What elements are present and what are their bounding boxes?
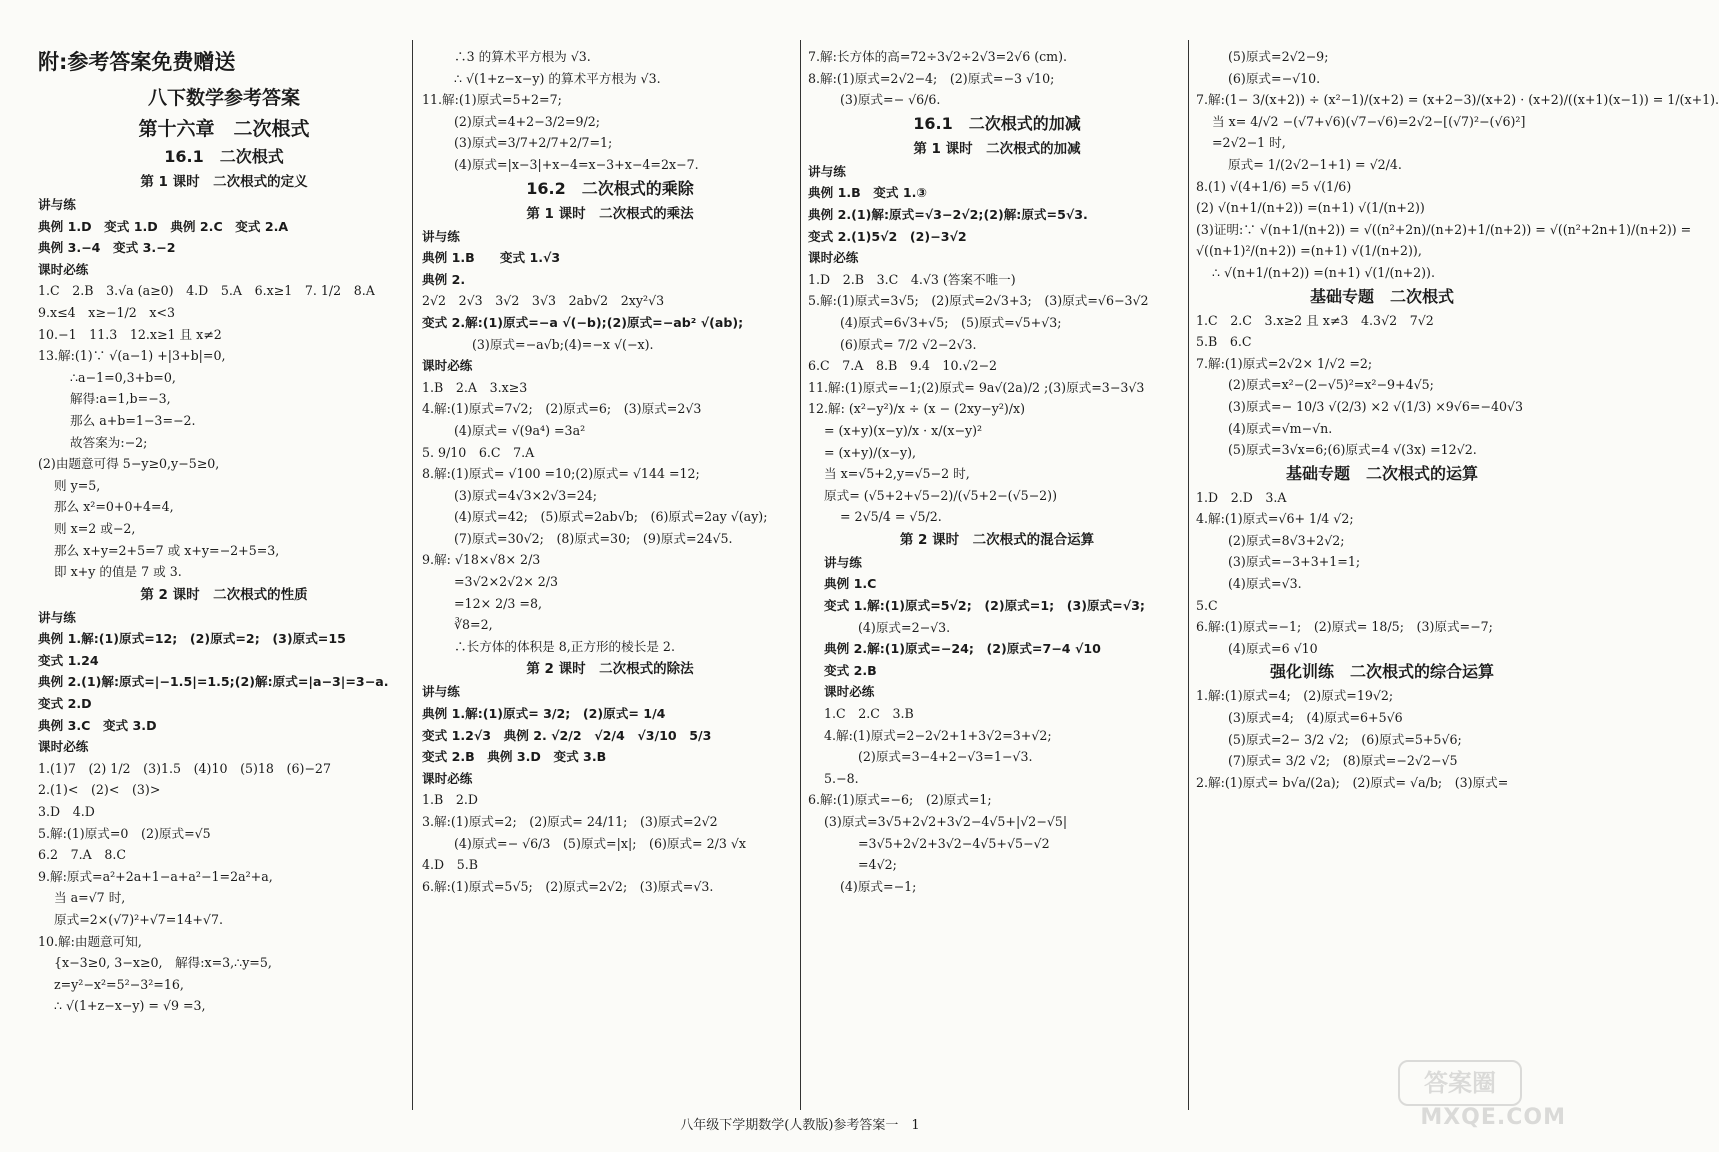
answer-line: (2)原式=3−4+2−√3=1−√3. (858, 749, 1033, 765)
answer-line: 1.D 2.B 3.C 4.√3 (答案不唯一) (808, 271, 1016, 287)
answer-line: 4.解:(1)原式=7√2; (2)原式=6; (3)原式=2√3 (422, 401, 702, 417)
answer-line: (4)原式=√3. (1228, 576, 1302, 592)
answer-line: ∴ √(n+1/(n+2)) =(n+1) √(1/(n+2)). (1212, 264, 1435, 280)
watermark (1376, 1060, 1566, 1130)
section-heading: 强化训练 二次根式的综合运算 (1269, 662, 1494, 682)
answer-line: (4)原式=− √6/3 (5)原式=|x|; (6)原式= 2/3 √x (454, 835, 747, 851)
column-2 (422, 46, 798, 1106)
answer-line: 变式 1.解:(1)原式=5√2; (2)原式=1; (3)原式=√3; (824, 598, 1145, 614)
answer-line: 变式 2.D (38, 696, 92, 712)
answer-line: 当 x= 4/√2 −(√7+√6)(√7−√6)=2√2−[(√7)²−(√6)²] (1212, 113, 1526, 129)
answer-line: 4.解:(1)原式=2−2√2+1+3√2=3+√2; (824, 727, 1052, 743)
section-heading: 第 2 课时 二次根式的除法 (526, 661, 694, 678)
answer-line: 变式 1.24 (38, 652, 99, 668)
answer-line: 讲与练 (38, 197, 76, 212)
answer-line: (6)原式=−√10. (1228, 70, 1321, 86)
answer-line: (6)原式= 7/2 √2−2√3. (840, 336, 977, 352)
answer-line: 8.(1) √(4+1/6) =5 √(1/6) (1196, 178, 1352, 194)
answer-line: 典例 1.B 变式 1.√3 (422, 250, 561, 266)
answer-line: (5)原式=3√x=6;(6)原式=4 √(3x) =12√2. (1228, 442, 1477, 458)
answer-line: (3)原式=4; (4)原式=6+5√6 (1228, 710, 1403, 726)
answer-line: 原式=2×(√7)²+√7=14+√7. (54, 912, 223, 927)
answer-line: z=y²−x²=5²−3²=16, (54, 976, 184, 992)
answer-line: 12.解: (x²−y²)/x ÷ (x − (2xy−y²)/x) (808, 401, 1026, 417)
answer-line: 5. 9/10 6.C 7.A (422, 444, 535, 460)
answer-line: 变式 2.解:(1)原式=−a √(−b);(2)原式=−ab² √(ab); (422, 314, 744, 330)
answer-line: (4)原式=42; (5)原式=2ab√b; (6)原式=2ay √(ay); (454, 509, 768, 525)
answer-line: 讲与练 (808, 163, 846, 179)
answer-line: 9.x≤4 x≥−1/2 x<3 (38, 304, 176, 320)
answer-line: = (x+y)(x−y)/x · x/(x−y)² (824, 422, 983, 438)
section-heading: 基础专题 二次根式 (1309, 286, 1454, 306)
answer-line: 原式= (√5+2+√5−2)/(√5+2−(√5−2)) (824, 487, 1057, 503)
section-heading: 第十六章 二次根式 (138, 118, 310, 140)
answer-line: 2.解:(1)原式= b√a/(2a); (2)原式= √a/b; (3)原式= (1196, 774, 1509, 790)
answer-line: 讲与练 (38, 609, 76, 625)
answer-line: 典例 3.−4 变式 3.−2 (38, 240, 176, 256)
answer-line: 则 x=2 或−2, (54, 520, 136, 536)
answer-line: 那么 x+y=2+5=7 或 x+y=−2+5=3, (54, 542, 280, 558)
answer-line: 2.(1)< (2)< (3)> (38, 782, 161, 798)
answer-line: 讲与练 (422, 684, 460, 700)
answer-line: (3)证明:∵ √(n+1/(n+2)) = √((n²+2n)/(n+2)+1/(n+2)) = √((n²+2n+1)/(n+2)) = (1196, 221, 1692, 237)
answer-line: 5.解:(1)原式=3√5; (2)原式=2√3+3; (3)原式=√6−3√2 (808, 293, 1149, 309)
answer-line: 变式 2.B (824, 662, 877, 678)
column-3 (808, 46, 1186, 1106)
answer-line: 则 y=5, (54, 477, 101, 493)
section-heading: 八下数学参考答案 (147, 87, 300, 109)
answer-line: 课时必练 (808, 250, 859, 266)
answer-line: 3.解:(1)原式=2; (2)原式= 24/11; (3)原式=2√2 (422, 814, 718, 829)
answer-line: 2√2 2√3 3√2 3√3 2ab√2 2xy²√3 (422, 293, 665, 309)
answer-line: 13.解:(1)∵ √(a−1) +|3+b|=0, (38, 348, 226, 364)
answer-line: 6.2 7.A 8.C (38, 847, 126, 863)
answer-line: =3√5+2√2+3√2−4√5+√5−√2 (858, 835, 1050, 851)
answer-line: 课时必练 (824, 684, 875, 700)
section-heading: 第 1 课时 二次根式的加减 (913, 140, 1081, 157)
page-footer: 八年级下学期数学(人教版)参考答案一 1 (680, 1118, 920, 1133)
answer-line: (4)原式=2−√3. (858, 619, 951, 635)
answer-line: 6.解:(1)原式=−6; (2)原式=1; (808, 792, 992, 808)
answer-line: (5)原式=2− 3/2 √2; (6)原式=5+5√6; (1228, 731, 1462, 747)
section-heading: 16.2 二次根式的乘除 (526, 178, 694, 198)
answer-line: {x−3≥0, 3−x≥0, 解得:x=3,∴y=5, (54, 955, 272, 971)
answer-line: 8.解:(1)原式= √100 =10;(2)原式= √144 =12; (422, 466, 700, 482)
answer-line: =12× 2/3 =8, (454, 595, 542, 611)
answer-line: 10.−1 11.3 12.x≥1 且 x≠2 (38, 326, 222, 342)
answer-line: (2)原式=8√3+2√2; (1228, 532, 1345, 548)
answer-line: = (x+y)/(x−y), (824, 444, 916, 460)
answer-line: 11.解:(1)原式=5+2=7; (422, 92, 562, 108)
answer-line: 5.解:(1)原式=0 (2)原式=√5 (38, 825, 211, 841)
answer-line: 4.D 5.B (422, 857, 478, 873)
answer-line: (3)原式=3/7+2/7+2/7=1; (454, 135, 613, 151)
answer-line: 7.解:(1− 3/(x+2)) ÷ (x²−1)/(x+2) = (x+2−3)/(x+2) · (x+2)/((x+1)(x−1)) = 1/(x+1). (1196, 92, 1719, 108)
answer-line: 典例 2.解:(1)原式=−24; (2)原式=7−4 √10 (824, 641, 1101, 657)
answer-line: 典例 1.D 变式 1.D 典例 2.C 变式 2.A (38, 218, 289, 234)
answer-line: 1.D 2.D 3.A (1196, 489, 1287, 505)
answer-line: 1.C 2.B 3.√a (a≥0) 4.D 5.A 6.x≥1 7. 1/2 8.A (38, 283, 375, 299)
section-heading: 基础专题 二次根式的运算 (1285, 463, 1478, 483)
answer-line: (4)原式=√m−√n. (1228, 420, 1333, 436)
answer-line: 变式 2.(1)5√2 (2)−3√2 (808, 228, 967, 244)
answer-line: (2) √(n+1/(n+2)) =(n+1) √(1/(n+2)) (1196, 200, 1425, 216)
answer-line: 9.解:原式=a²+2a+1−a+a²−1=2a²+a, (38, 868, 273, 884)
answer-line: 1.(1)7 (2) 1/2 (3)1.5 (4)10 (5)18 (6)−27 (38, 760, 331, 776)
answer-line: (3)原式=3√5+2√2+3√2−4√5+|√2−√5| (824, 814, 1068, 829)
column-divider (800, 40, 801, 1110)
answer-line: (3)原式=4√3×2√3=24; (454, 487, 598, 503)
answer-line: 10.解:由题意可知, (38, 933, 142, 949)
answer-line: (3)原式=−3+3+1=1; (1228, 554, 1361, 570)
answer-line: 那么 a+b=1−3=−2. (70, 412, 196, 428)
answer-line: (2)原式=4+2−3/2=9/2; (454, 113, 601, 129)
answer-line: 典例 2.(1)解:原式=|−1.5|=1.5;(2)解:原式=|a−3|=3−a. (38, 674, 389, 690)
answer-line: 6.C 7.A 8.B 9.4 10.√2−2 (808, 358, 998, 374)
section-heading: 16.1 二次根式 (164, 147, 284, 166)
answer-line: 课时必练 (422, 358, 473, 374)
answer-line: 课时必练 (38, 261, 89, 277)
column-divider (412, 40, 413, 1110)
answer-line: ∛8=2, (454, 617, 493, 633)
answer-line: (4)原式=6√3+√5; (5)原式=√5+√3; (840, 314, 1062, 330)
answer-line: 典例 2. (422, 271, 466, 287)
answer-line: (4)原式=|x−3|+x−4=x−3+x−4=2x−7. (454, 156, 699, 172)
section-heading: 第 1 课时 二次根式的乘法 (526, 205, 694, 222)
answer-line: 原式= 1/(2√2−1+1) = √2/4. (1228, 156, 1402, 172)
answer-line: (2)原式=x²−(2−√5)²=x²−9+4√5; (1228, 377, 1434, 393)
answer-line: 5.B 6.C (1196, 334, 1252, 350)
answer-line: 1.C 2.C 3.x≥2 且 x≠3 4.3√2 7√2 (1196, 312, 1434, 328)
answer-line: 8.解:(1)原式=2√2−4; (2)原式=−3 √10; (808, 70, 1055, 86)
answer-line: (7)原式= 3/2 √2; (8)原式=−2√2−√5 (1228, 753, 1458, 769)
column-4 (1196, 46, 1719, 1106)
answer-line: (7)原式=30√2; (8)原式=30; (9)原式=24√5. (454, 530, 733, 546)
answer-line: 当 a=√7 时, (54, 890, 126, 906)
answer-line: 6.解:(1)原式=5√5; (2)原式=2√2; (3)原式=√3. (422, 878, 714, 894)
section-heading: 第 2 课时 二次根式的混合运算 (899, 531, 1095, 548)
section-heading: 附:参考答案免费赠送 (38, 50, 236, 74)
answer-line: (5)原式=2√2−9; (1228, 49, 1329, 64)
answer-line: 1.B 2.D (422, 792, 478, 808)
watermark-text: MXQE.COM (1420, 1105, 1566, 1130)
answer-line: ∴a−1=0,3+b=0, (70, 369, 176, 385)
answer-line: 典例 1.B 变式 1.③ (808, 185, 928, 201)
answer-line: 7.解:长方体的高=72÷3√2÷2√3=2√6 (cm). (808, 49, 1068, 64)
answer-line: 5.C (1196, 597, 1218, 613)
answer-line: (3)原式=− √6/6. (840, 92, 941, 108)
answer-line: =2√2−1 时, (1212, 135, 1286, 151)
answer-line: 课时必练 (38, 739, 89, 755)
answer-line: (4)原式= √(9a⁴) =3a² (454, 422, 586, 438)
answer-line: (4)原式=6 √10 (1228, 640, 1318, 656)
answer-line: =3√2×2√2× 2/3 (454, 574, 559, 590)
section-heading: 第 2 课时 二次根式的性质 (140, 586, 308, 603)
answer-line: 典例 1.解:(1)原式= 3/2; (2)原式= 1/4 (422, 706, 666, 722)
answer-line: 3.D 4.D (38, 804, 95, 820)
answer-line: 变式 2.B 典例 3.D 变式 3.B (422, 749, 607, 765)
section-heading: 第 1 课时 二次根式的定义 (140, 174, 308, 190)
answer-line: 典例 1.解:(1)原式=12; (2)原式=2; (3)原式=15 (38, 631, 346, 647)
answer-line: 典例 3.C 变式 3.D (38, 717, 157, 733)
answer-line: (3)原式=−a√b;(4)=−x √(−x). (472, 336, 654, 352)
answer-line: 解得:a=1,b=−3, (70, 391, 171, 407)
answer-line: ∴长方体的体积是 8,正方形的棱长是 2. (454, 638, 675, 654)
answer-line: 课时必练 (422, 770, 473, 786)
answer-line: 那么 x²=0+0+4=4, (54, 499, 174, 515)
answer-line: 7.解:(1)原式=2√2× 1/√2 =2; (1196, 355, 1373, 371)
answer-line: 1.B 2.A 3.x≥3 (422, 379, 528, 395)
answer-line: 当 x=√5+2,y=√5−2 时, (824, 466, 970, 482)
watermark-logo-icon: 答案圈 (1398, 1060, 1522, 1106)
answer-line: = 2√5/4 = √5/2. (840, 509, 942, 525)
answer-line: 1.解:(1)原式=4; (2)原式=19√2; (1196, 688, 1394, 704)
answer-line: (4)原式=−1; (840, 878, 917, 894)
answer-line: ∴ √(1+z−x−y) = √9 =3, (54, 998, 206, 1014)
answer-line: 1.C 2.C 3.B (824, 706, 914, 722)
answer-line: 9.解: √18×√8× 2/3 (422, 552, 541, 568)
answer-line: 11.解:(1)原式=−1;(2)原式= 9a√(2a)/2 ;(3)原式=3−3√3 (808, 379, 1145, 395)
answer-line: =4√2; (858, 857, 897, 873)
answer-line: 6.解:(1)原式=−1; (2)原式= 18/5; (3)原式=−7; (1196, 619, 1493, 635)
answer-line: (2)由题意可得 5−y≥0,y−5≥0, (38, 456, 220, 472)
answer-line: ∴3 的算术平方根为 √3. (454, 49, 591, 64)
column-divider (1188, 40, 1189, 1110)
column-1 (38, 46, 410, 1106)
answer-line: 4.解:(1)原式=√6+ 1/4 √2; (1196, 511, 1354, 527)
answer-line: 讲与练 (422, 228, 460, 244)
answer-line: 故答案为:−2; (70, 434, 148, 450)
answer-line: 即 x+y 的值是 7 或 3. (54, 564, 182, 580)
answer-line: √((n+1)²/(n+2)) =(n+1) √(1/(n+2)), (1196, 243, 1422, 259)
answer-line: 典例 2.(1)解:原式=√3−2√2;(2)解:原式=5√3. (808, 206, 1088, 222)
answer-line: 讲与练 (824, 554, 862, 570)
answer-line: 5.−8. (824, 770, 859, 786)
answer-line: 变式 1.2√3 典例 2. √2/2 √2/4 √3/10 5/3 (422, 727, 712, 743)
answer-line: 典例 1.C (824, 576, 877, 592)
section-heading: 16.1 二次根式的加减 (913, 113, 1081, 133)
answer-line: (3)原式=− 10/3 √(2/3) ×2 √(1/3) ×9√6=−40√3 (1228, 398, 1523, 414)
answer-line: ∴ √(1+z−x−y) 的算术平方根为 √3. (454, 70, 661, 86)
